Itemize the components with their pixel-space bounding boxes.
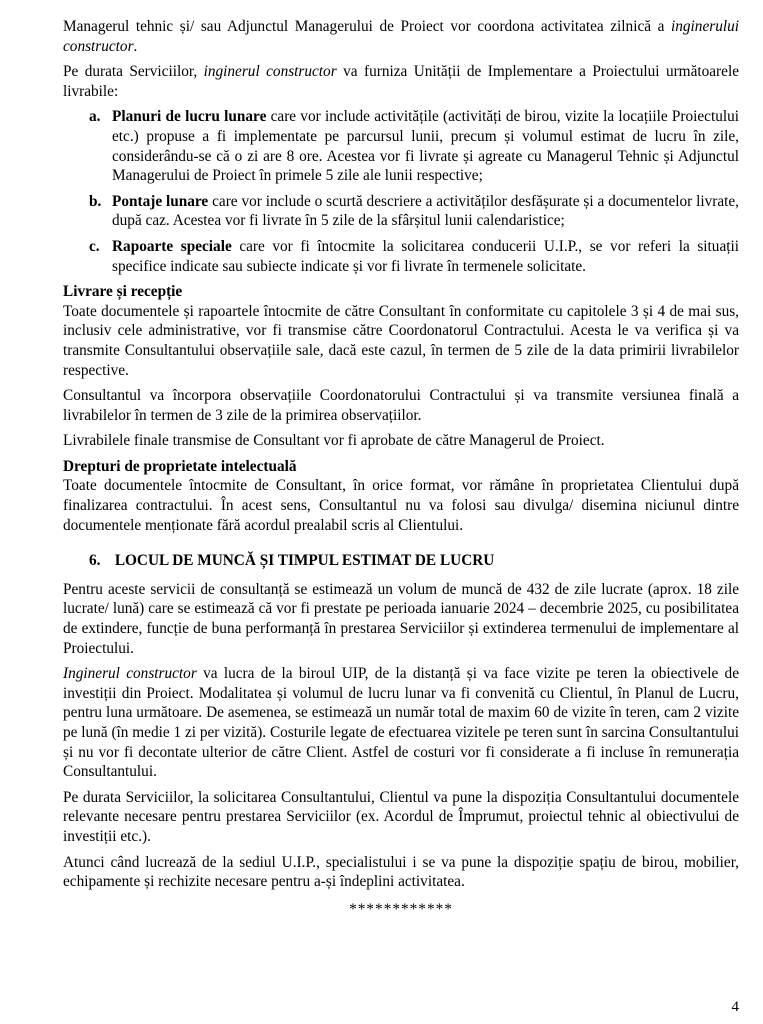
list-marker: a. <box>89 108 101 126</box>
delivery-paragraph-1: Toate documentele și rapoartele întocmite de către Consultant în conformitate cu capitolele 3 și 4 de mai sus, inclusiv cele administrative, vor fi transmise către Coordonatorul Contractului. Acesta le va verifica și va transmite Consultantului observațiile sale, dacă este cazul, în termen de 5 zile de la data primirii livrabilelor respective. <box>63 302 739 379</box>
deliverable-text: care vor include activitățile (activități de birou, vizite la locațiile Proiectului etc.) propuse a fi implementate pe parcursul lunii, precum și volumul estimat de lucru în zile, considerându-se că o zi are 8 ore. Acestea vor fi livrate și agreate cu Managerul Tehnic și Adjunctul Managerului de Proiect în primele 5 zile ale lunii respective; <box>112 108 739 185</box>
list-marker: b. <box>89 192 102 210</box>
ip-paragraph: Toate documentele întocmite de Consultant, în orice format, vor rămâne în proprietatea Clientului după finalizarea contractului. În acest sens, Consultantul nu va folosi sau divulga/ disemina niciunul dintre documentele menționate fără acordul prealabil scris al Clientului. <box>63 477 739 534</box>
deliverable-title: Rapoarte speciale <box>112 237 232 255</box>
deliverable-item-c <box>63 237 739 276</box>
deliverable-title: Planuri de lucru lunare <box>112 108 267 126</box>
deliverable-item-a <box>63 107 739 185</box>
intro-1-italic: inginerului constructor <box>63 18 739 55</box>
section6-paragraph-3: Pe durata Serviciilor, la solicitarea Consultantului, Clientul va pune la dispoziția Consultantului documentele relevante necesare pentru prestarea Serviciilor (ex. Acordul de Împrumut, proiectul tehnic al obiectivului de investiții etc.). <box>63 788 739 845</box>
heading-delivery: Livrare și recepție <box>63 283 183 301</box>
section6-p2-text: va lucra de la biroul UIP, de la distanță și va face vizite pe teren la obiectivele de investiții din Proiect. Modalitatea și volumul de lucru lunar va fi convenită cu Clientul, în Planul de Lucru, pentru luna următoare. De asemenea, se estimează un număr total de maxim 60 de vizite în teren, cam 2 vizite pe lună (în medie 1 zi per vizită). Costurile legate de efectuarea vizitele pe teren sunt în sarcina Consultantului și nu vor fi decontate ulterior de către Client. Astfel de costuri vor fi considerate a fi incluse în remunerația Consultantului. <box>63 665 739 781</box>
deliverable-title: Pontaje lunare <box>112 192 209 210</box>
section-title: LOCUL DE MUNCĂ ȘI TIMPUL ESTIMAT DE LUCRU <box>114 552 495 570</box>
intro-2-text: Pe durata Serviciilor, <box>63 63 204 81</box>
list-marker: c. <box>89 237 100 255</box>
delivery-paragraph-2: Consultantul va încorpora observațiile Coordonatorului Contractului și va transmite versiunea finală a livrabilelor în termen de 3 zile de la primirea observațiilor. <box>63 387 739 424</box>
document-page <box>63 17 739 919</box>
separator-stars: ************ <box>349 900 453 918</box>
section6-paragraph-4: Atunci când lucrează de la sediul U.I.P., specialistului i se va pune la dispoziție spațiu de birou, mobilier, echipamente și rechizite necesare pentru a-și îndeplini activitatea. <box>63 853 739 891</box>
page-number: 4 <box>731 999 739 1015</box>
heading-intellectual-property: Drepturi de proprietate intelectuală <box>63 457 297 475</box>
deliverables-list <box>63 107 739 276</box>
deliverable-text: care vor fi întocmite la solicitarea conducerii U.I.P., se vor referi la situații specifice indicate sau subiecte indicate și vor fi livrate în termenele solicitate. <box>112 237 739 275</box>
section6-paragraph-1: Pentru aceste servicii de consultanță se estimează un volum de muncă de 432 de zile lucrate (aprox. 18 zile lucrate/ lună) care se estimează că vor fi prestate pe perioada ianuarie 2024 – decembrie 2025, cu posibilitatea de extindere, funcție de buna performanță în prestarea Serviciilor și extinderea termenului de implementare al Proiectului. <box>63 580 739 657</box>
deliverable-text: care vor include o scurtă descriere a activităților desfășurate și a documentelor livrate, după caz. Acestea vor fi livrate în 5 zile de la sfârșitul lunii calendaristice; <box>112 192 739 230</box>
intro-1-text: Managerul tehnic și/ sau Adjunctul Managerului de Proiect vor coordona activitatea zilnică a <box>63 18 671 35</box>
deliverable-item-b <box>63 192 739 231</box>
section6-paragraph-2 <box>63 664 739 782</box>
section6-p2-italic: Inginerul constructor <box>63 665 197 683</box>
delivery-paragraph-3: Livrabilele finale transmise de Consultant vor fi aprobate de către Managerul de Proiect. <box>63 432 605 450</box>
intro-paragraph-1 <box>63 17 739 56</box>
intro-2-italic: inginerul constructor <box>203 63 337 81</box>
intro-paragraph-2 <box>63 62 739 101</box>
intro-2-end: va furniza Unității de Implementare a Proiectului următoarele livrabile: <box>63 63 739 100</box>
section-number: 6. <box>89 552 101 570</box>
intro-1-end: . <box>133 37 138 55</box>
section-6-heading <box>63 551 739 571</box>
